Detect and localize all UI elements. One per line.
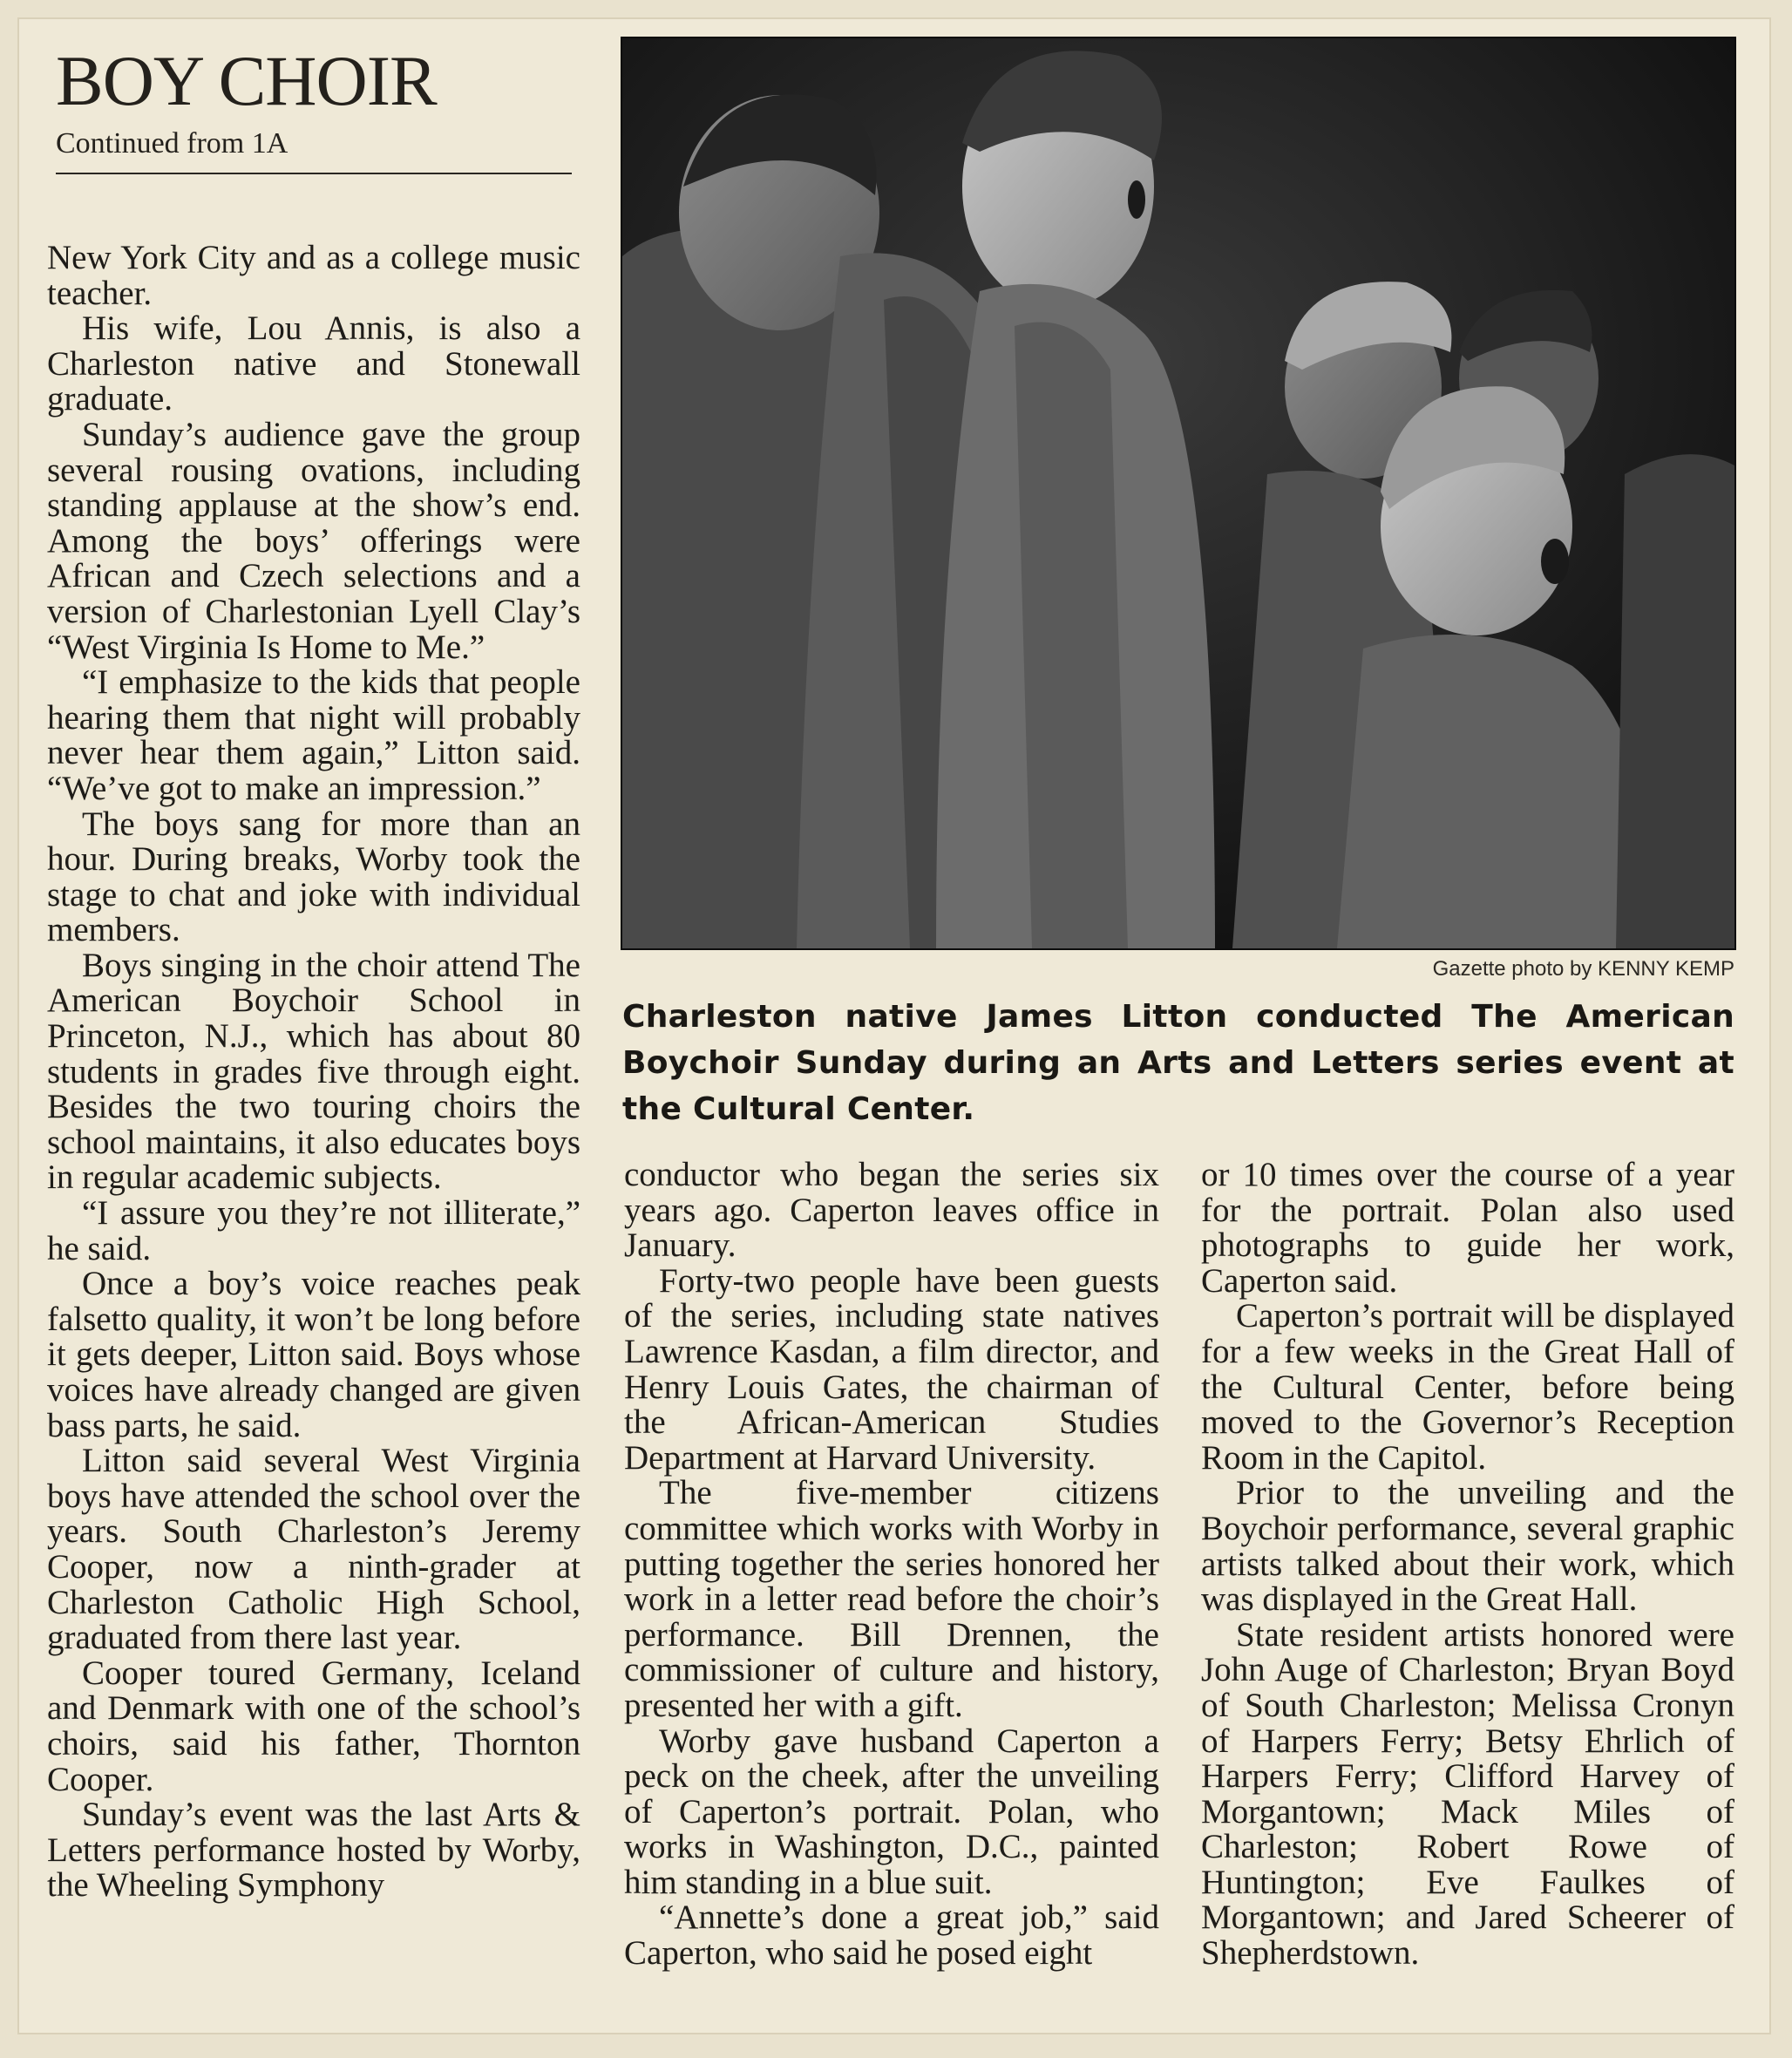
paragraph: or 10 times over the course of a year for the portrait. Polan also used photographs to guide her work, Caperton said.	[1201, 1156, 1734, 1300]
paragraph: The five-member citizens committee which works with Worby in putting together the series honored her work in a letter read before the choir’s performance. Bill Drennen, the commissioner of culture and history, presented her with a gift.	[624, 1474, 1159, 1724]
article-headline: BOY CHOIR	[56, 41, 437, 120]
article-column-2	[624, 1158, 1159, 1972]
paragraph: Sunday’s event was the last Arts & Letters performance hosted by Worby, the Wheeling Symphony	[47, 1796, 580, 1905]
photo-caption: Charleston native James Litton conducted The American Boychoir Sunday during an Arts and Letters series event at the Cultural Center.	[622, 999, 1734, 1127]
photo-credit: Gazette photo by KENNY KEMP	[1432, 957, 1734, 981]
paragraph: Forty-two people have been guests of the series, including state natives Lawrence Kasdan, a film director, and Henry Louis Gates, the chairman of the African-American Studies Department at Harvard University.	[624, 1261, 1159, 1477]
paragraph: The boys sang for more than an hour. During breaks, Worby took the stage to chat and joke with individual members.	[47, 805, 580, 949]
jump-line: Continued from 1A	[56, 127, 288, 160]
article-column-1	[47, 241, 580, 1904]
paragraph: “I assure you they’re not illiterate,” he said.	[47, 1194, 580, 1267]
paragraph: Worby gave husband Caperton a peck on the cheek, after the unveiling of Caperton’s portrait. Polan, who works in Washington, D.C., painted him standing in a blue suit.	[624, 1722, 1159, 1901]
paragraph: conductor who began the series six years ago. Caperton leaves office in January.	[624, 1156, 1159, 1265]
paragraph: Cooper toured Germany, Iceland and Denmark with one of the school’s choirs, said his father, Thornton Cooper.	[47, 1654, 580, 1798]
paragraph: His wife, Lou Annis, is also a Charleston native and Stonewall graduate.	[47, 309, 580, 418]
paragraph: Prior to the unveiling and the Boychoir performance, several graphic artists talked about their work, which was displayed in the Great Hall.	[1201, 1474, 1734, 1619]
paragraph: New York City and as a college music teacher.	[47, 239, 580, 312]
paragraph: Litton said several West Virginia boys have attended the school over the years. South Charleston’s Jeremy Cooper, now a ninth-grader at Charleston Catholic High School, graduated from there last year.	[47, 1442, 580, 1657]
paragraph: “Annette’s done a great job,” said Caperton, who said he posed eight	[624, 1898, 1159, 1973]
paragraph: Sunday’s audience gave the group several rousing ovations, including standing applause at the show’s end. Among the boys’ offerings were African and Czech selections and a version of Charlestonian Lyell Clay’s “West Virginia Is Home to Me.”	[47, 415, 580, 666]
headline-rule	[56, 173, 572, 174]
paragraph: Caperton’s portrait will be displayed for a few weeks in the Great Hall of the Cultural Center, before being moved to the Governor’s Reception Room in the Capitol.	[1201, 1297, 1734, 1477]
choir-photo	[621, 37, 1736, 950]
paragraph: “I emphasize to the kids that people hearing them that night will probably never hear them again,” Litton said. “We’ve got to make an impression.”	[47, 663, 580, 807]
paragraph: State resident artists honored were John Auge of Charleston; Bryan Boyd of South Charleston; Melissa Cronyn of Harpers Ferry; Betsy Ehrlich of Harpers Ferry; Clifford Harvey of Morgantown; Mack Miles of Charleston; Robert Rowe of Huntington; Eve Faulkes of Morgantown; and Jared Scheerer of Shepherdstown.	[1201, 1615, 1734, 1973]
article-column-3	[1201, 1158, 1734, 1972]
paragraph: Once a boy’s voice reaches peak falsetto quality, it won’t be long before it gets deeper, Litton said. Boys whose voices have already changed are given bass parts, he said.	[47, 1265, 580, 1444]
paragraph: Boys singing in the choir attend The American Boychoir School in Princeton, N.J., which has about 80 students in grades five through eight. Besides the two touring choirs the school maintains, it also educates boys in regular academic subjects.	[47, 946, 580, 1197]
